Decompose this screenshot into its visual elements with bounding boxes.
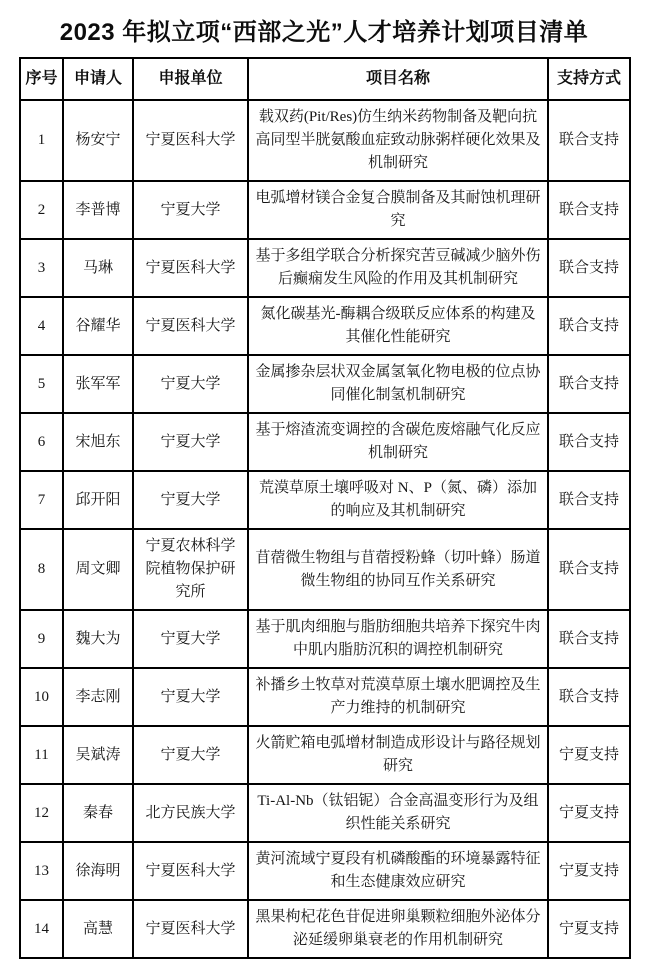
support-type-cell: 宁夏支持 [548, 726, 630, 784]
column-header: 序号 [20, 58, 63, 100]
row-number-cell: 6 [20, 413, 63, 471]
project-name-cell: 黑果枸杞花色苷促进卵巢颗粒细胞外泌体分泌延缓卵巢衰老的作用机制研究 [248, 900, 548, 958]
column-header: 支持方式 [548, 58, 630, 100]
support-type-cell: 联合支持 [548, 471, 630, 529]
support-type-cell: 联合支持 [548, 529, 630, 610]
row-number-cell: 1 [20, 100, 63, 181]
table-row [20, 842, 630, 900]
applicant-cell: 吴斌涛 [63, 726, 133, 784]
column-header: 申请人 [63, 58, 133, 100]
applicant-cell: 秦春 [63, 784, 133, 842]
unit-cell: 宁夏大学 [133, 610, 248, 668]
project-name-cell: 火箭贮箱电弧增材制造成形设计与路径规划研究 [248, 726, 548, 784]
table-row [20, 726, 630, 784]
row-number-cell: 4 [20, 297, 63, 355]
support-type-cell: 联合支持 [548, 239, 630, 297]
support-type-cell: 联合支持 [548, 100, 630, 181]
row-number-cell: 10 [20, 668, 63, 726]
column-header: 申报单位 [133, 58, 248, 100]
project-name-cell: 基于肌肉细胞与脂肪细胞共培养下探究牛肉中肌内脂肪沉积的调控机制研究 [248, 610, 548, 668]
support-type-cell: 宁夏支持 [548, 842, 630, 900]
unit-cell: 宁夏大学 [133, 471, 248, 529]
row-number-cell: 11 [20, 726, 63, 784]
unit-cell: 宁夏医科大学 [133, 842, 248, 900]
project-name-cell: 荒漠草原土壤呼吸对 N、P（氮、磷）添加的响应及其机制研究 [248, 471, 548, 529]
unit-cell: 宁夏医科大学 [133, 100, 248, 181]
table-row [20, 610, 630, 668]
table-row [20, 413, 630, 471]
row-number-cell: 13 [20, 842, 63, 900]
projects-table [19, 57, 631, 959]
table-row [20, 355, 630, 413]
support-type-cell: 联合支持 [548, 668, 630, 726]
applicant-cell: 马琳 [63, 239, 133, 297]
project-name-cell: 金属掺杂层状双金属氢氧化物电极的位点协同催化制氢机制研究 [248, 355, 548, 413]
applicant-cell: 周文卿 [63, 529, 133, 610]
table-row [20, 784, 630, 842]
table-row [20, 100, 630, 181]
applicant-cell: 徐海明 [63, 842, 133, 900]
table-body [20, 100, 630, 958]
applicant-cell: 李志刚 [63, 668, 133, 726]
applicant-cell: 宋旭东 [63, 413, 133, 471]
unit-cell: 宁夏医科大学 [133, 900, 248, 958]
page-title: 2023 年拟立项“西部之光”人才培养计划项目清单 [59, 19, 589, 46]
applicant-cell: 邱开阳 [63, 471, 133, 529]
table-row [20, 239, 630, 297]
unit-cell: 宁夏医科大学 [133, 239, 248, 297]
support-type-cell: 联合支持 [548, 297, 630, 355]
header-row [20, 58, 630, 100]
unit-cell: 宁夏大学 [133, 726, 248, 784]
row-number-cell: 2 [20, 181, 63, 239]
table-row [20, 529, 630, 610]
unit-cell: 宁夏大学 [133, 355, 248, 413]
project-name-cell: 电弧增材镁合金复合膜制备及其耐蚀机理研究 [248, 181, 548, 239]
column-header: 项目名称 [248, 58, 548, 100]
unit-cell: 宁夏大学 [133, 413, 248, 471]
unit-cell: 宁夏农林科学院植物保护研究所 [133, 529, 248, 610]
table-row [20, 668, 630, 726]
applicant-cell: 杨安宁 [63, 100, 133, 181]
support-type-cell: 联合支持 [548, 181, 630, 239]
support-type-cell: 联合支持 [548, 610, 630, 668]
project-name-cell: 基于熔渣流变调控的含碳危废熔融气化反应机制研究 [248, 413, 548, 471]
project-name-cell: 补播乡土牧草对荒漠草原土壤水肥调控及生产力维持的机制研究 [248, 668, 548, 726]
project-name-cell: 苜蓿微生物组与苜蓿授粉蜂（切叶蜂）肠道微生物组的协同互作关系研究 [248, 529, 548, 610]
project-name-cell: 黄河流域宁夏段有机磷酸酯的环境暴露特征和生态健康效应研究 [248, 842, 548, 900]
row-number-cell: 14 [20, 900, 63, 958]
applicant-cell: 张军军 [63, 355, 133, 413]
table-row [20, 471, 630, 529]
row-number-cell: 8 [20, 529, 63, 610]
table-row [20, 181, 630, 239]
unit-cell: 北方民族大学 [133, 784, 248, 842]
table-row [20, 900, 630, 958]
unit-cell: 宁夏大学 [133, 668, 248, 726]
applicant-cell: 李普博 [63, 181, 133, 239]
project-name-cell: Ti-Al-Nb（钛铝铌）合金高温变形行为及组织性能关系研究 [248, 784, 548, 842]
row-number-cell: 9 [20, 610, 63, 668]
support-type-cell: 宁夏支持 [548, 784, 630, 842]
applicant-cell: 魏大为 [63, 610, 133, 668]
row-number-cell: 12 [20, 784, 63, 842]
support-type-cell: 联合支持 [548, 355, 630, 413]
support-type-cell: 联合支持 [548, 413, 630, 471]
row-number-cell: 5 [20, 355, 63, 413]
row-number-cell: 3 [20, 239, 63, 297]
project-name-cell: 载双药(Pit/Res)仿生纳米药物制备及靶向抗高同型半胱氨酸血症致动脉粥样硬化效果及机制研究 [248, 100, 548, 181]
applicant-cell: 高慧 [63, 900, 133, 958]
row-number-cell: 7 [20, 471, 63, 529]
support-type-cell: 宁夏支持 [548, 900, 630, 958]
project-name-cell: 基于多组学联合分析探究苦豆碱减少脑外伤后癫痫发生风险的作用及其机制研究 [248, 239, 548, 297]
table-row [20, 297, 630, 355]
applicant-cell: 谷耀华 [63, 297, 133, 355]
project-name-cell: 氮化碳基光-酶耦合级联反应体系的构建及其催化性能研究 [248, 297, 548, 355]
unit-cell: 宁夏医科大学 [133, 297, 248, 355]
unit-cell: 宁夏大学 [133, 181, 248, 239]
